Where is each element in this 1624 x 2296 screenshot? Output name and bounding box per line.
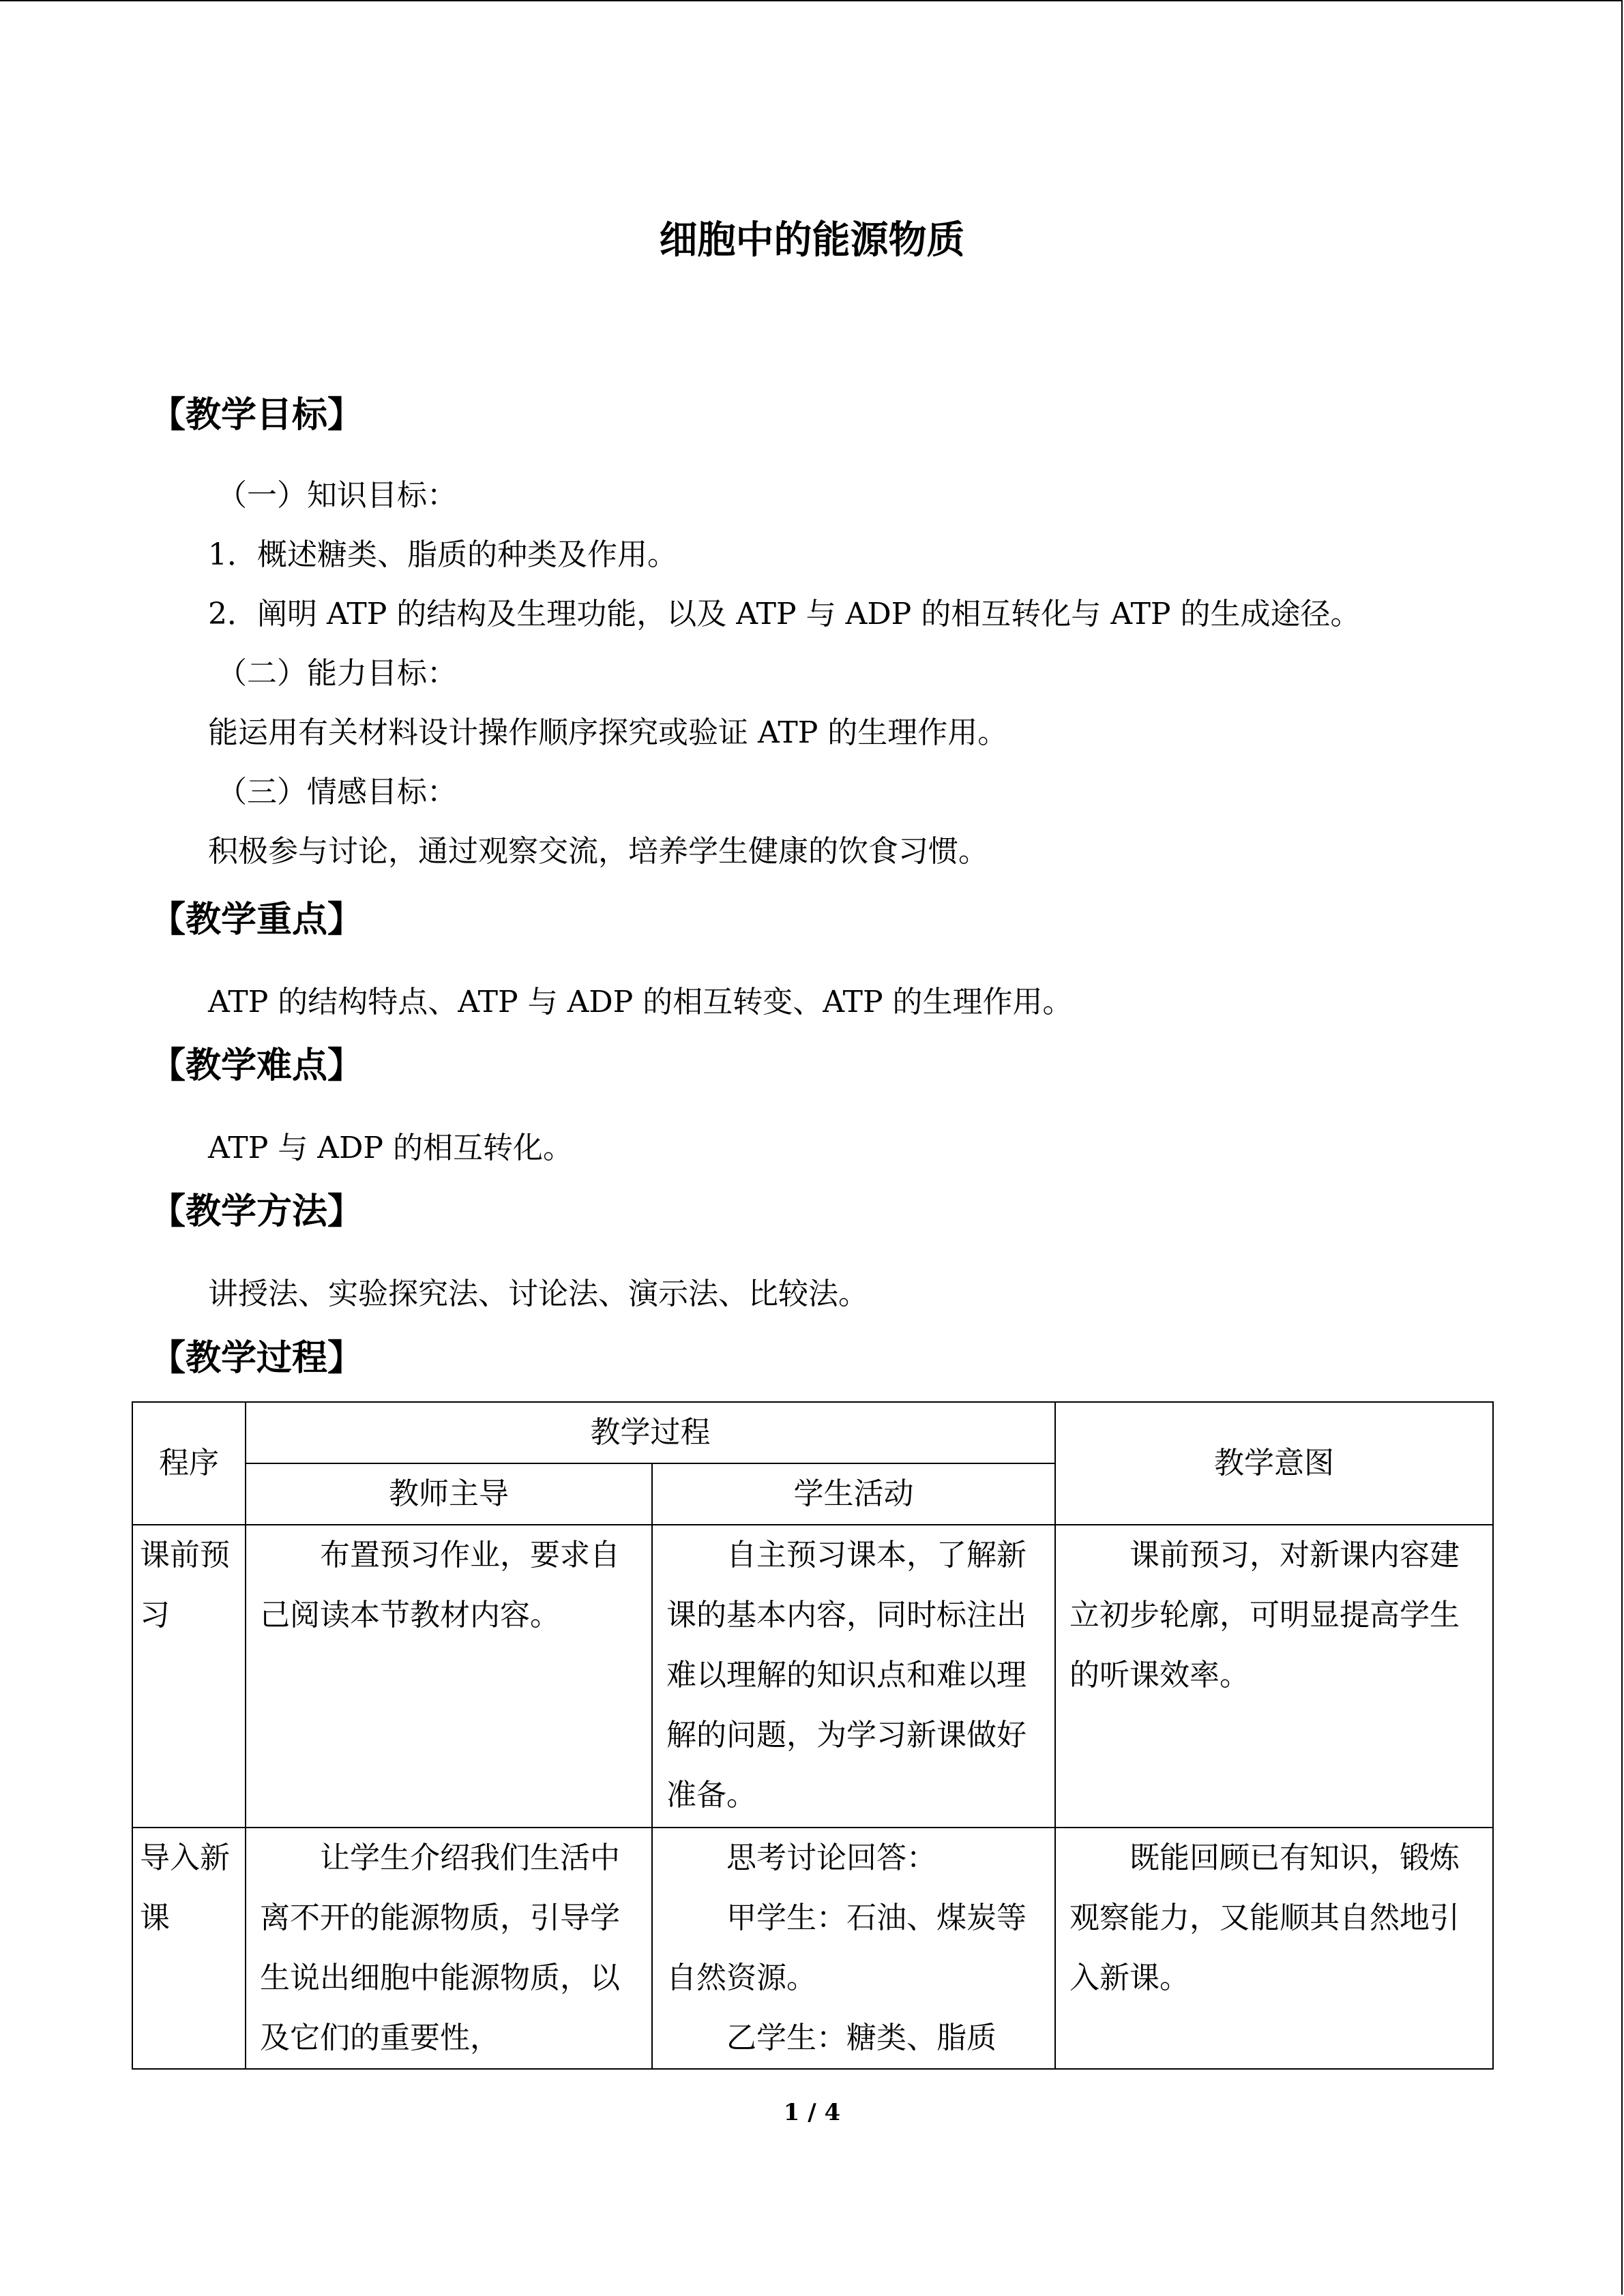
student-line: 乙学生：糖类、脂质 — [726, 2021, 996, 2055]
row-student: 自主预习课本，了解新课的基本内容，同时标注出难以理解的知识点和难以理解的问题，为学习新课做好准备。 — [652, 1525, 1055, 1828]
header-process: 教学过程 — [246, 1402, 1055, 1463]
row-teacher: 让学生介绍我们生活中离不开的能源物质，引导学生说出细胞中能源物质，以及它们的重要性， — [246, 1828, 652, 2069]
row-intent: 课前预习，对新课内容建立初步轮廓，可明显提高学生的听课效率。 — [1055, 1525, 1493, 1828]
heading-methods: 【教学方法】 — [150, 1191, 364, 1232]
knowledge-item-1: 1．概述糖类、脂质的种类及作用。 — [208, 537, 677, 572]
emotion-text: 积极参与讨论，通过观察交流，培养学生健康的饮食习惯。 — [208, 834, 988, 869]
row-procedure: 导入新课 — [132, 1828, 246, 2069]
heading-process: 【教学过程】 — [150, 1337, 364, 1379]
key-points-text: ATP 的结构特点、ATP 与 ADP 的相互转变、ATP 的生理作用。 — [208, 985, 1073, 1019]
header-procedure: 程序 — [132, 1402, 246, 1525]
teaching-process-table — [132, 1401, 1494, 2070]
table-row — [132, 1828, 1493, 2069]
difficulty-text: ATP 与 ADP 的相互转化。 — [208, 1131, 573, 1165]
row-intent: 既能回顾已有知识，锻炼观察能力，又能顺其自然地引入新课。 — [1055, 1828, 1493, 2069]
row-teacher: 布置预习作业，要求自己阅读本节教材内容。 — [246, 1525, 652, 1828]
emotion-label: （三）情感目标： — [217, 775, 457, 809]
page-number: 1 / 4 — [783, 2099, 841, 2126]
heading-objectives: 【教学目标】 — [150, 394, 364, 436]
heading-key-points: 【教学重点】 — [150, 899, 364, 940]
student-line: 甲学生：石油、煤炭等自然资源。 — [666, 1900, 1027, 1995]
knowledge-label: （一）知识目标： — [217, 478, 457, 513]
heading-difficulty: 【教学难点】 — [150, 1045, 364, 1086]
header-student: 学生活动 — [652, 1463, 1055, 1525]
table-row — [132, 1525, 1493, 1828]
table-header-row — [132, 1402, 1493, 1463]
methods-text: 讲授法、实验探究法、讨论法、演示法、比较法。 — [208, 1277, 868, 1311]
ability-text: 能运用有关材料设计操作顺序探究或验证 ATP 的生理作用。 — [208, 715, 1008, 750]
ability-label: （二）能力目标： — [217, 656, 457, 691]
row-student — [652, 1828, 1055, 2069]
header-intent: 教学意图 — [1055, 1402, 1493, 1525]
knowledge-item-2: 2．阐明 ATP 的结构及生理功能，以及 ATP 与 ADP 的相互转化与 ATP 的生成途径。 — [208, 597, 1361, 631]
document-title: 细胞中的能源物质 — [659, 218, 965, 263]
row-procedure: 课前预习 — [132, 1525, 246, 1828]
header-teacher: 教师主导 — [246, 1463, 652, 1525]
student-line: 思考讨论回答： — [726, 1840, 936, 1875]
